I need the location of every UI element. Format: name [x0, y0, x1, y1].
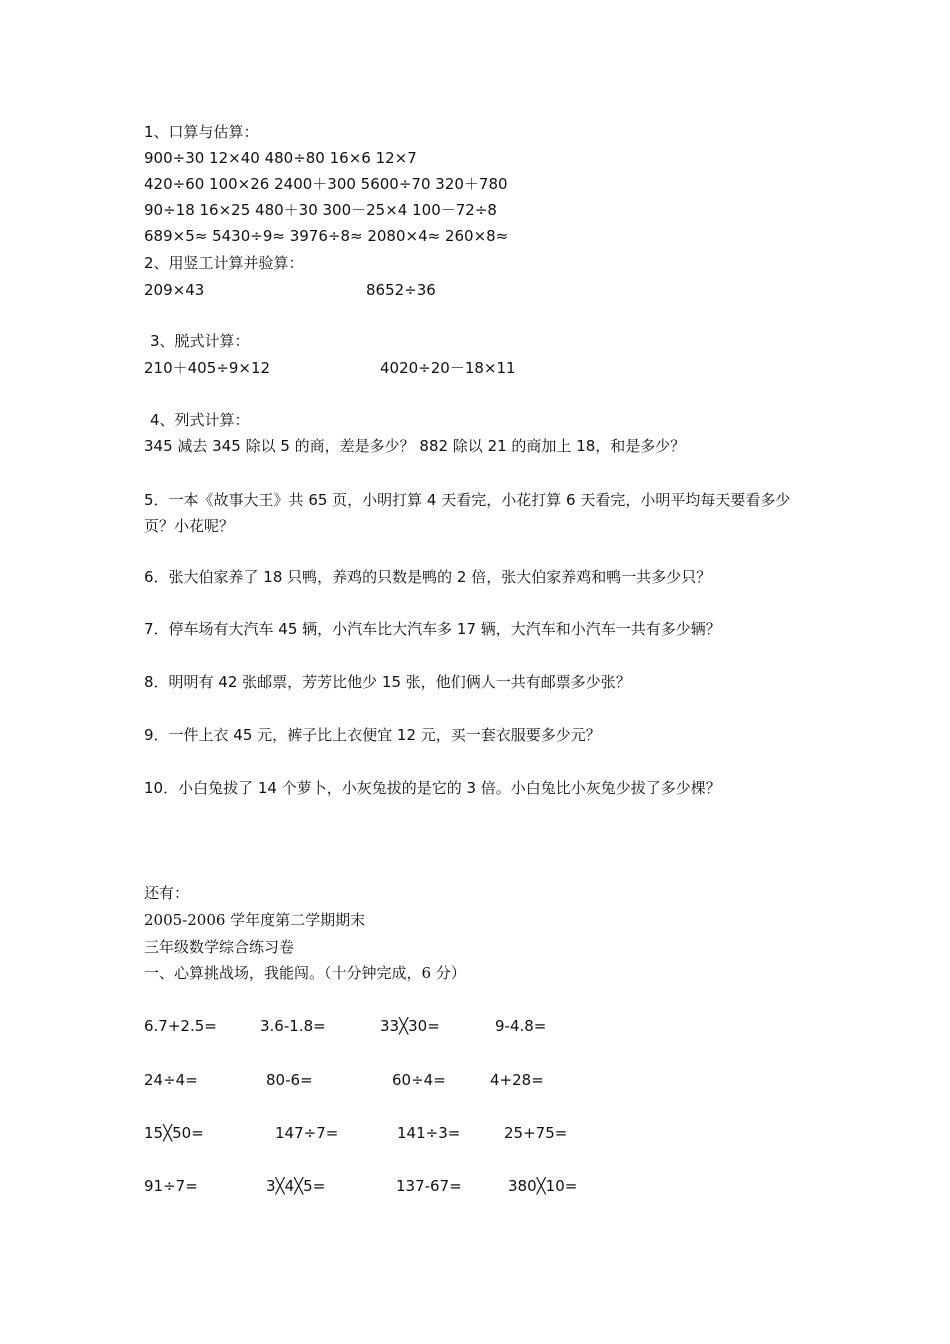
exam-title: 三年级数学综合练习卷 [144, 938, 295, 956]
word-problem-7: 7．停车场有大汽车 45 辆，小汽车比大汽车多 17 辆，大汽车和小汽车一共有多少辆？ [144, 620, 721, 638]
section1-title: 1、口算与估算： [144, 123, 259, 141]
part1-title: 一、心算挑战场，我能闯。（十分钟完成，6 分） [144, 964, 466, 982]
section4-text: 345 减去 345 除以 5 的商，差是多少？ 882 除以 21 的商加上 18，和是多少？ [144, 437, 686, 455]
extra-label: 还有： [144, 884, 190, 902]
word-problem-9: 9．一件上衣 45 元，裤子比上衣便宜 12 元，买一套衣服要多少元？ [144, 726, 601, 744]
mental-math-row: 90÷18 16×25 480＋30 300－25×4 100－72÷8 [144, 201, 497, 219]
grid-cell: 3╳4╳5= [266, 1177, 326, 1195]
step-calc-item: 210＋405÷9×12 [144, 359, 271, 377]
grid-cell: 24÷4= [144, 1071, 198, 1089]
grid-cell: 60÷4= [392, 1071, 446, 1089]
estimation-row: 689×5≈ 5430÷9≈ 3976÷8≈ 2080×4≈ 260×8≈ [144, 227, 509, 245]
mental-math-row: 420÷60 100×26 2400＋300 5600÷70 320＋780 [144, 175, 508, 193]
grid-cell: 80-6= [266, 1071, 313, 1089]
grid-cell: 3.6-1.8= [260, 1017, 326, 1035]
grid-cell: 91÷7= [144, 1177, 198, 1195]
grid-cell: 147÷7= [275, 1124, 339, 1142]
grid-cell: 9-4.8= [495, 1017, 547, 1035]
word-problem-5: 5．一本《故事大王》共 65 页，小明打算 4 天看完，小花打算 6 天看完，小明平均每天要看多少页？小花呢？ [144, 491, 791, 535]
grid-cell: 380╳10= [508, 1177, 578, 1195]
grid-cell: 25+75= [504, 1124, 568, 1142]
word-problem-6: 6．张大伯家养了 18 只鸭，养鸡的只数是鸭的 2 倍，张大伯家养鸡和鸭一共多少只？ [144, 568, 712, 586]
grid-cell: 15╳50= [144, 1124, 204, 1142]
step-calc-item: 4020÷20－18×11 [380, 359, 516, 377]
grid-cell: 141÷3= [397, 1124, 461, 1142]
grid-cell: 137-67= [396, 1177, 462, 1195]
section4-title: 4、列式计算： [150, 411, 250, 429]
grid-cell: 33╳30= [380, 1017, 440, 1035]
word-problem-10: 10．小白兔拔了 14 个萝卜，小灰兔拔的是它的 3 倍。小白兔比小灰兔少拔了多少棵？ [144, 779, 721, 797]
grid-cell: 6.7+2.5= [144, 1017, 217, 1035]
section2-title: 2、用竖工计算并验算： [144, 254, 304, 272]
vertical-calc-item: 8652÷36 [366, 281, 436, 299]
word-problem-8: 8．明明有 42 张邮票，芳芳比他少 15 张，他们俩人一共有邮票多少张？ [144, 673, 631, 691]
section3-title: 3、脱式计算： [150, 332, 250, 350]
mental-math-row: 900÷30 12×40 480÷80 16×6 12×7 [144, 149, 417, 167]
grid-cell: 4+28= [490, 1071, 544, 1089]
vertical-calc-item: 209×43 [144, 281, 205, 299]
exam-year: 2005-2006 学年度第二学期期末 [144, 911, 366, 929]
